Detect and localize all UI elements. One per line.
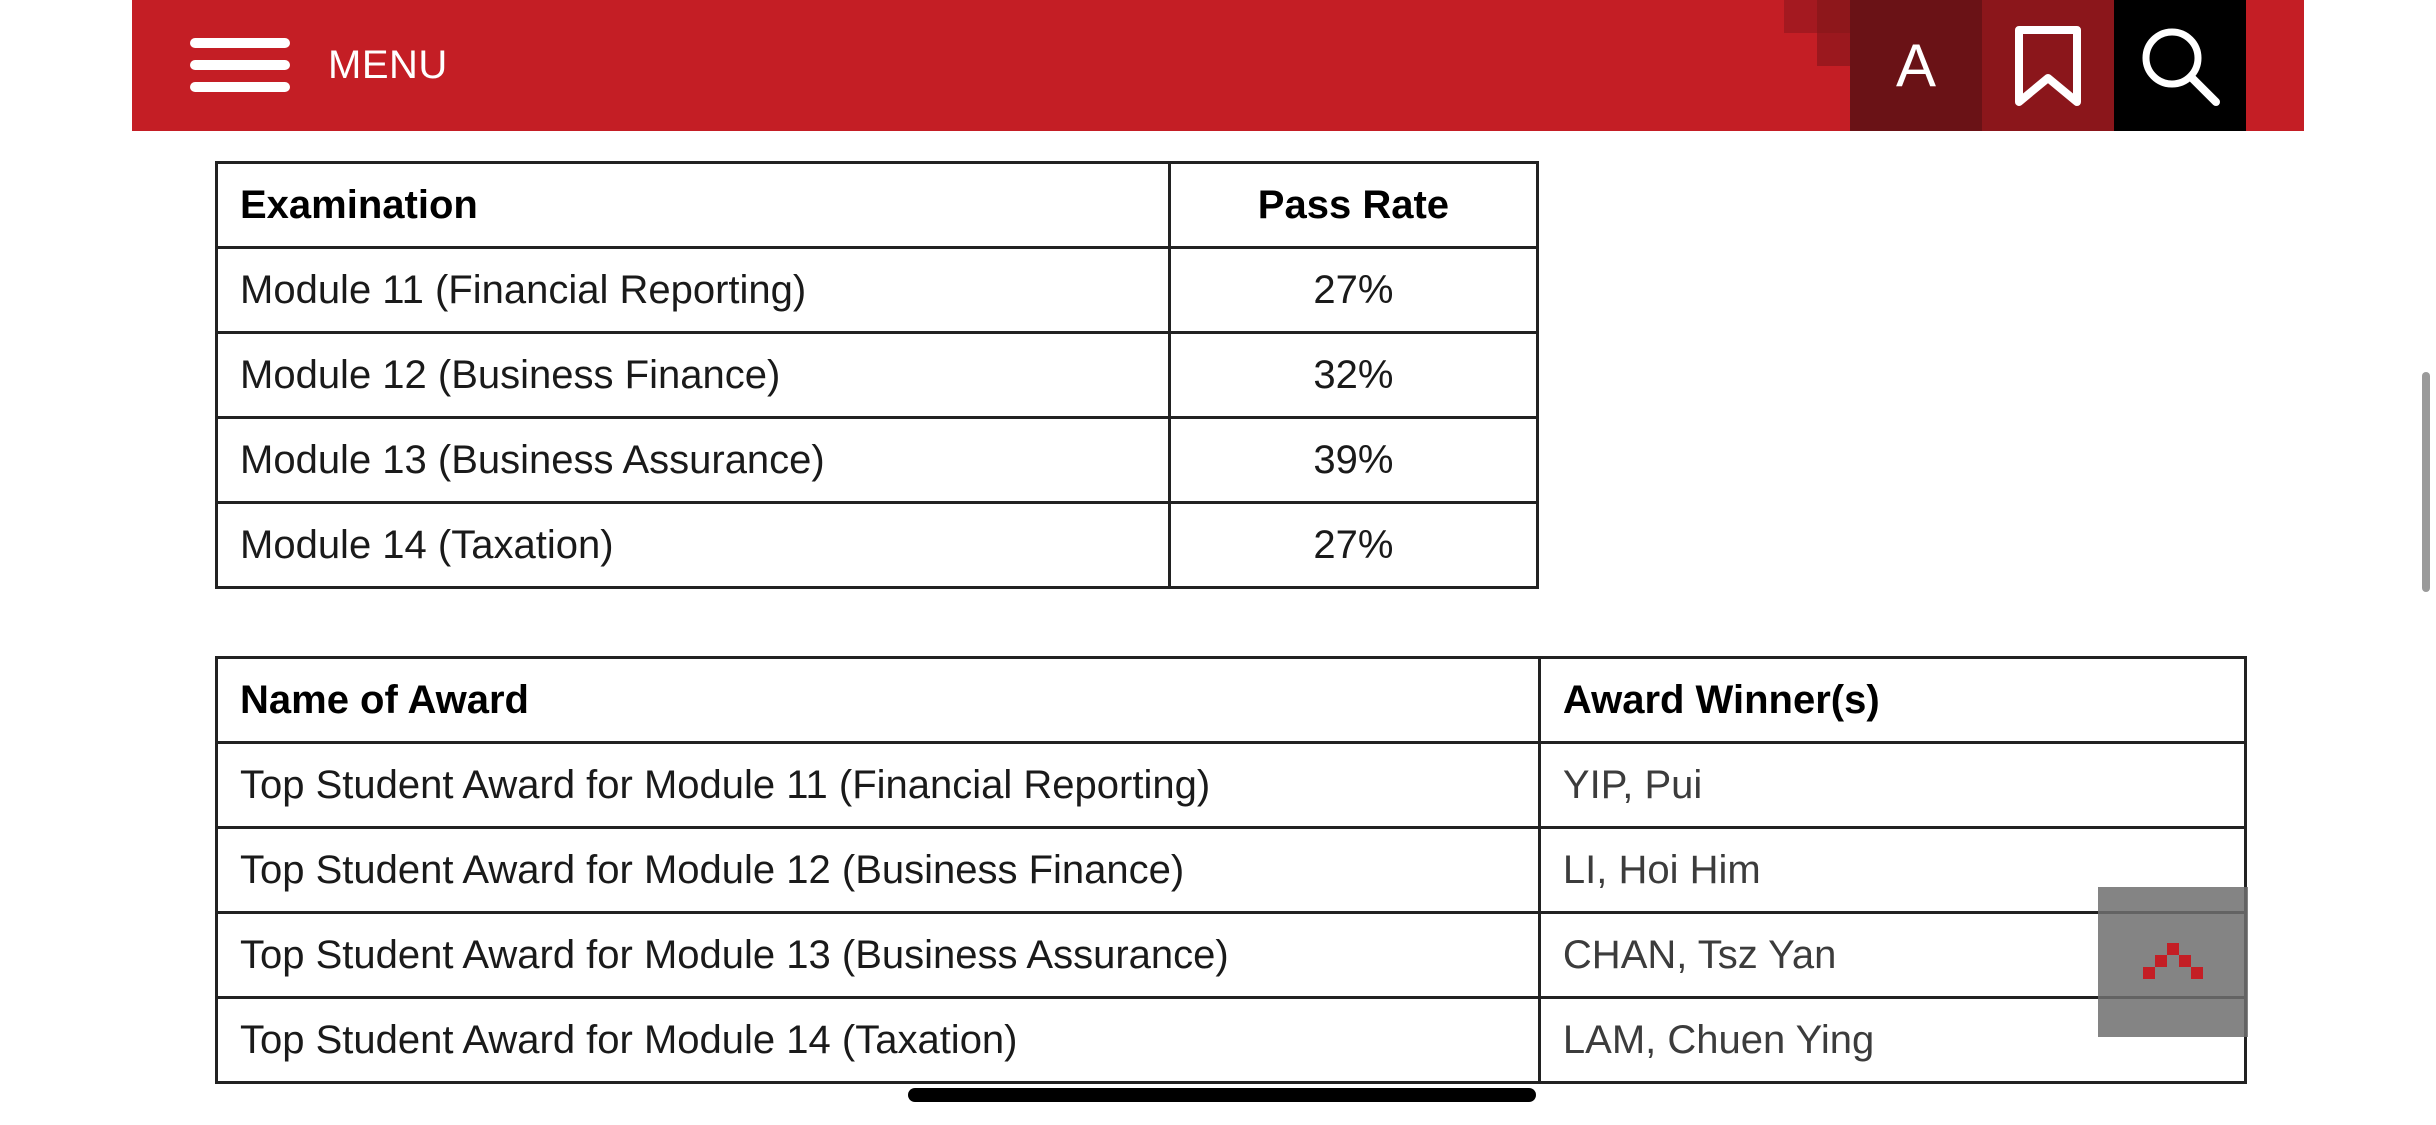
- award-winner: LI, Hoi Him: [1539, 828, 2245, 913]
- scrollbar[interactable]: [2422, 372, 2430, 592]
- column-header: Name of Award: [217, 658, 1540, 743]
- table-row: [217, 998, 2246, 1083]
- award-winner: CHAN, Tsz Yan: [1539, 913, 2245, 998]
- award-name: Top Student Award for Module 12 (Business Finance): [217, 828, 1540, 913]
- column-header: Award Winner(s): [1539, 658, 2245, 743]
- award-winner: YIP, Pui: [1539, 743, 2245, 828]
- award-name: Top Student Award for Module 13 (Business Assurance): [217, 913, 1540, 998]
- table-row: [217, 418, 1538, 503]
- pass-rate: 39%: [1169, 418, 1537, 503]
- award-winner: LAM, Chuen Ying: [1539, 998, 2245, 1083]
- hamburger-icon: [190, 34, 290, 96]
- exam-name: Module 14 (Taxation): [217, 503, 1170, 588]
- scroll-to-top-button[interactable]: [2098, 887, 2248, 1037]
- exam-name: Module 11 (Financial Reporting): [217, 248, 1170, 333]
- bookmark-button[interactable]: [1982, 0, 2114, 131]
- table-row: [217, 743, 2246, 828]
- table-header-row: [217, 163, 1538, 248]
- table-row: [217, 248, 1538, 333]
- menu-label: MENU: [328, 42, 448, 87]
- award-table: [215, 656, 2247, 1084]
- search-icon: [2138, 24, 2222, 108]
- home-indicator[interactable]: [908, 1088, 1536, 1102]
- table-row: [217, 503, 1538, 588]
- menu-button[interactable]: [190, 30, 448, 100]
- award-name: Top Student Award for Module 14 (Taxation): [217, 998, 1540, 1083]
- table-row: [217, 913, 2246, 998]
- font-size-button[interactable]: [1850, 0, 1982, 131]
- site-header: [132, 0, 2304, 131]
- search-button[interactable]: [2114, 0, 2246, 131]
- exam-name: Module 13 (Business Assurance): [217, 418, 1170, 503]
- exam-name: Module 12 (Business Finance): [217, 333, 1170, 418]
- pass-rate-table: [215, 161, 1539, 589]
- font-size-label: A: [1895, 32, 1937, 99]
- column-header: Pass Rate: [1169, 163, 1537, 248]
- pass-rate: 27%: [1169, 248, 1537, 333]
- pass-rate: 32%: [1169, 333, 1537, 418]
- column-header: Examination: [217, 163, 1170, 248]
- table-row: [217, 828, 2246, 913]
- table-row: [217, 333, 1538, 418]
- pass-rate: 27%: [1169, 503, 1537, 588]
- award-name: Top Student Award for Module 11 (Financial Reporting): [217, 743, 1540, 828]
- bookmark-icon: [2013, 26, 2083, 106]
- table-header-row: [217, 658, 2246, 743]
